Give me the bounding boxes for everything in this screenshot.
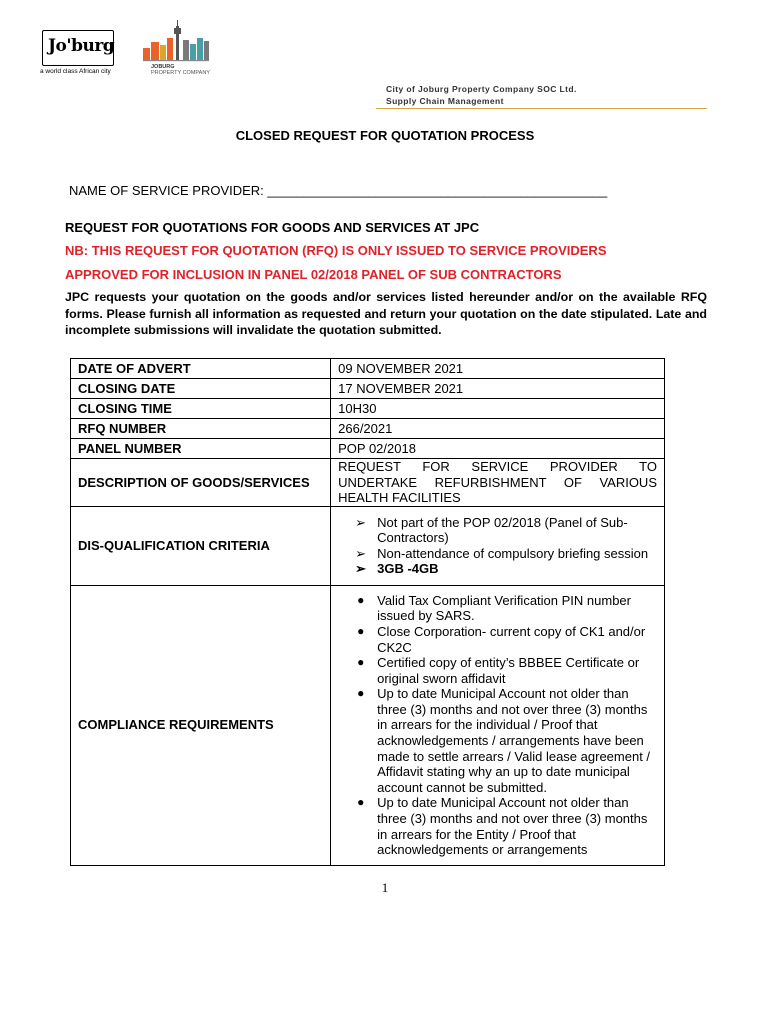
list-item-text: Valid Tax Compliant Verification PIN number issued by SARS. (377, 592, 631, 624)
jpc-logo (140, 18, 220, 76)
joburg-tagline: a world class African city (40, 68, 111, 75)
table-row (71, 439, 665, 459)
document-title: CLOSED REQUEST FOR QUOTATION PROCESS (235, 128, 535, 143)
table-row-compliance (71, 585, 665, 865)
list-item-text: Close Corporation- current copy of CK1 and/or CK2C (377, 623, 646, 655)
jpc-skyline-icon (140, 18, 220, 64)
jpc-logo-line1: JOBURG (151, 64, 175, 70)
row-label: RFQ NUMBER (71, 419, 331, 439)
table-row (71, 419, 665, 439)
joburg-logo-wordmark: Jo'burg (48, 36, 115, 56)
list-item (338, 546, 657, 562)
description-value: REQUEST FOR SERVICE PROVIDER TO UNDERTAKE REFURBISHMENT OF VARIOUS HEALTH FACILITIES (331, 459, 665, 507)
arrow-bullet-icon: ➢ (355, 514, 367, 530)
joburg-logo (38, 28, 120, 76)
list-item-text: 3GB -4GB (377, 561, 439, 577)
jpc-logo-line2: PROPERTY COMPANY (151, 70, 210, 76)
row-label: DATE OF ADVERT (71, 359, 331, 379)
list-item (338, 593, 657, 624)
list-item-text: Up to date Municipal Account not older than three (3) months and not over three (3) months in arrears for the Entity / Proof that acknowledgements or arrangements (377, 795, 648, 858)
list-item (338, 795, 657, 857)
department-name: Supply Chain Management (386, 96, 504, 106)
table-row-disqualification (71, 506, 665, 585)
arrow-bullet-icon: ➢ (355, 545, 367, 561)
table-row (71, 359, 665, 379)
bullet-dot-icon: ● (357, 592, 365, 607)
header-rule (376, 108, 707, 109)
list-item (338, 624, 657, 655)
row-value: 09 NOVEMBER 2021 (331, 359, 665, 379)
arrow-bullet-icon: ➢ (355, 561, 367, 577)
nb-notice-line1: NB: THIS REQUEST FOR QUOTATION (RFQ) IS ONLY ISSUED TO SERVICE PROVIDERS (65, 243, 607, 258)
list-item-text: Certified copy of entity’s BBBEE Certificate or original sworn affidavit (377, 655, 640, 686)
bullet-dot-icon: ● (357, 686, 365, 701)
list-item-text: Not part of the POP 02/2018 (Panel of Sub-Contractors) (377, 514, 628, 546)
request-heading: REQUEST FOR QUOTATIONS FOR GOODS AND SERVICES AT JPC (65, 220, 480, 235)
list-item (338, 561, 657, 577)
list-item-text: Non-attendance of compulsory briefing session (377, 545, 649, 561)
rfq-details-table (70, 358, 665, 866)
list-item (338, 515, 657, 546)
row-label: CLOSING DATE (71, 379, 331, 399)
company-name: City of Joburg Property Company SOC Ltd. (386, 84, 577, 94)
intro-paragraph: JPC requests your quotation on the goods and/or services listed hereunder and/or on the available RFQ forms. Please furnish all information as requested and return your quotation on the date stipulated. Late and incomplete submissions will invalidate the quotation submitted. (65, 290, 707, 337)
table-row (71, 379, 665, 399)
bullet-dot-icon: ● (357, 795, 365, 810)
page-number: 1 (381, 880, 389, 895)
list-item-text: Up to date Municipal Account not older than three (3) months and not over three (3) months in arrears for the individual / Proof that acknowledgements / arrangements have been made to settle arrears / Valid lease agreement / Affidavit stating why an up to date municipal account cannot be submitted. (377, 686, 651, 795)
table-row-description (71, 459, 665, 507)
compliance-list (338, 593, 657, 858)
bullet-dot-icon: ● (357, 655, 365, 670)
list-item (338, 686, 657, 795)
description-label: DESCRIPTION OF GOODS/SERVICES (71, 459, 331, 507)
disqualification-cell (331, 506, 665, 585)
disqualification-list (338, 515, 657, 577)
row-value: 10H30 (331, 399, 665, 419)
row-value: POP 02/2018 (331, 439, 665, 459)
compliance-label: COMPLIANCE REQUIREMENTS (71, 585, 331, 865)
company-block (386, 83, 577, 107)
disqualification-label: DIS-QUALIFICATION CRITERIA (71, 506, 331, 585)
jpc-logo-text (151, 64, 210, 76)
row-label: PANEL NUMBER (71, 439, 331, 459)
row-value: 17 NOVEMBER 2021 (331, 379, 665, 399)
table-row (71, 399, 665, 419)
list-item (338, 655, 657, 686)
nb-notice-line2: APPROVED FOR INCLUSION IN PANEL 02/2018 PANEL OF SUB CONTRACTORS (65, 267, 562, 282)
compliance-cell (331, 585, 665, 865)
bullet-dot-icon: ● (357, 623, 365, 638)
service-provider-line: NAME OF SERVICE PROVIDER: _______________________________________________ (69, 183, 608, 198)
row-label: CLOSING TIME (71, 399, 331, 419)
row-value: 266/2021 (331, 419, 665, 439)
